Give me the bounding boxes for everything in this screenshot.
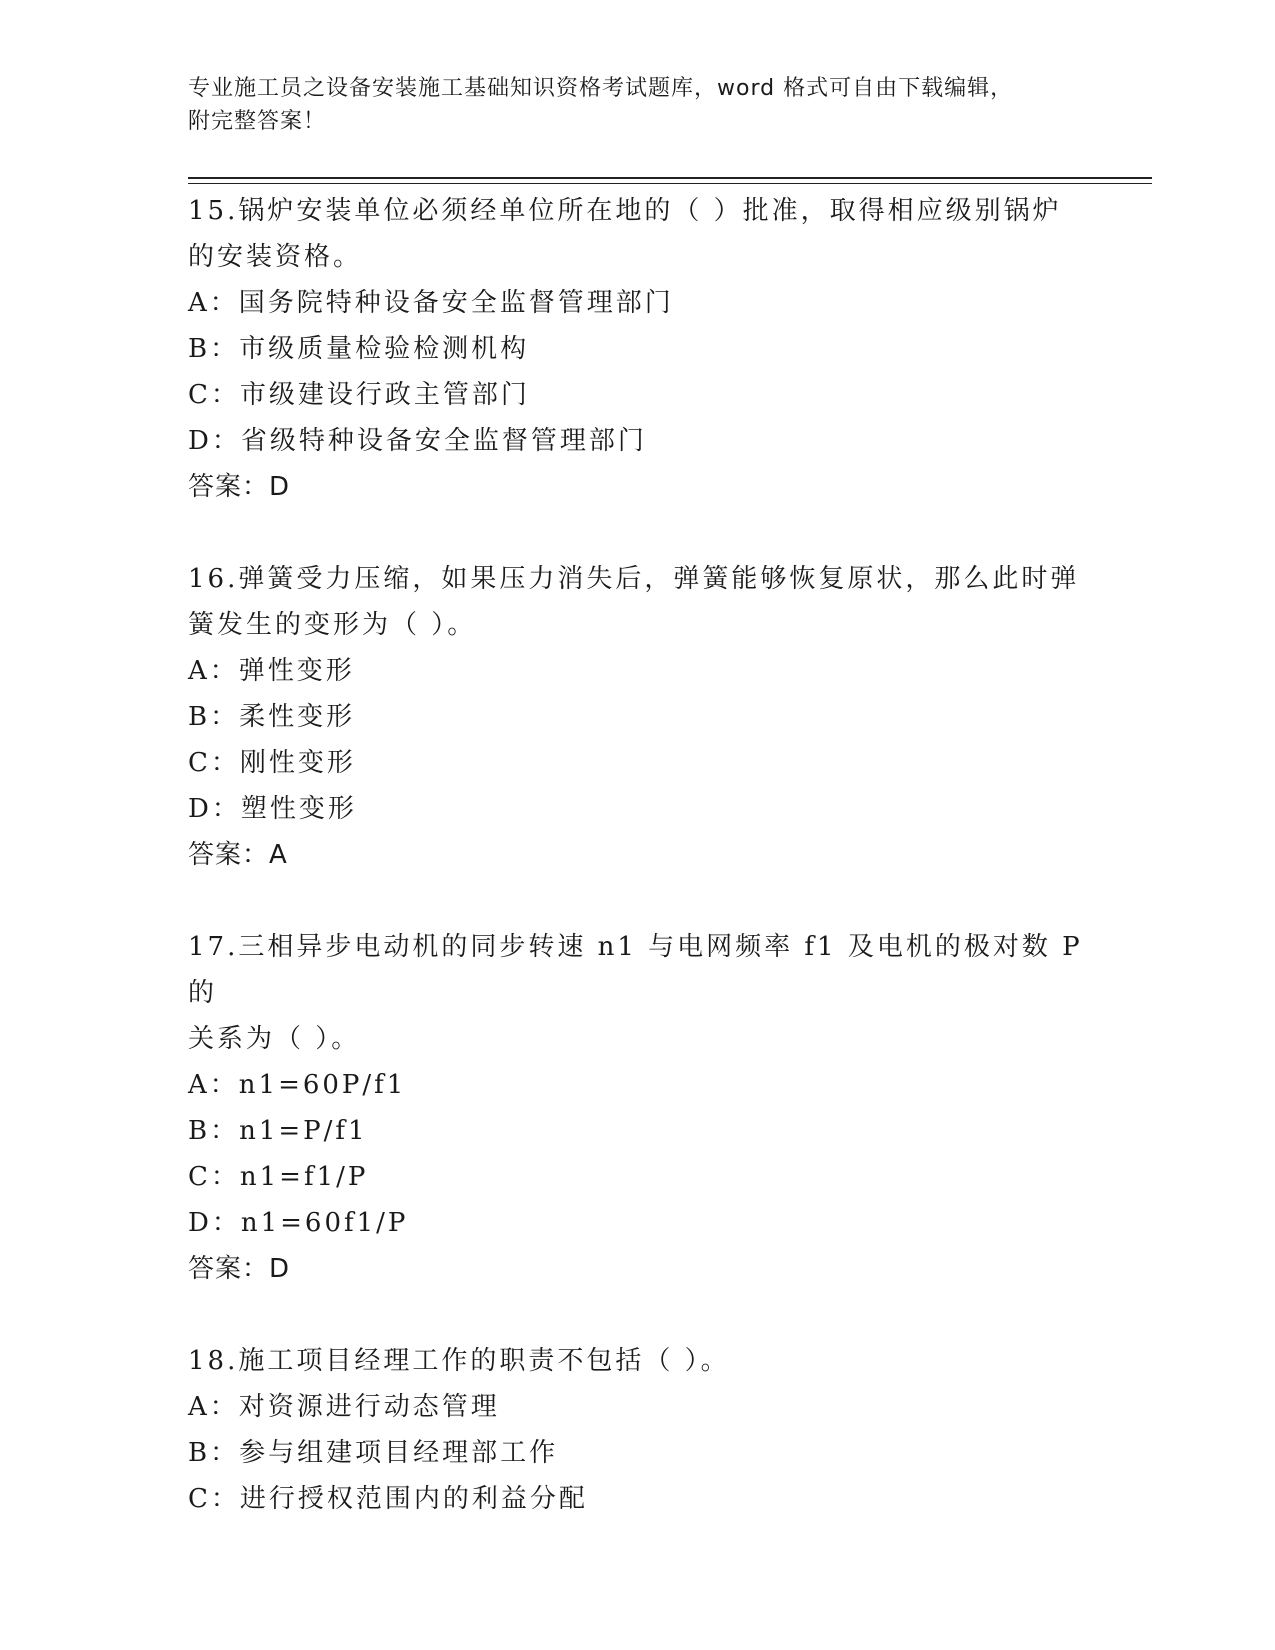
- option-d: D：省级特种设备安全监督管理部门: [188, 426, 647, 456]
- question-16: [188, 556, 1088, 878]
- header-divider-thick: [188, 177, 1152, 179]
- question-stem-continued: 簧发生的变形为（ ）。: [188, 610, 477, 640]
- header-line-2: 附完整答案！: [188, 109, 327, 134]
- option-a: A：弹性变形: [188, 656, 355, 686]
- answer: 答案：D: [188, 1254, 291, 1284]
- question-15: [188, 188, 1088, 510]
- header-line-1: 专业施工员之设备安装施工基础知识资格考试题库，word 格式可自由下载编辑，: [188, 76, 1014, 101]
- option-c: C：市级建设行政主管部门: [188, 380, 530, 410]
- option-b: B：n1=P/f1: [188, 1116, 368, 1146]
- option-c: C：n1=f1/P: [188, 1162, 369, 1192]
- option-a: A：对资源进行动态管理: [188, 1392, 500, 1422]
- option-d: D：n1=60f1/P: [188, 1208, 409, 1238]
- question-stem: 18.施工项目经理工作的职责不包括（ ）。: [188, 1346, 730, 1376]
- option-c: C：刚性变形: [188, 748, 356, 778]
- question-stem-continued: 关系为（ ）。: [188, 1024, 361, 1054]
- question-stem: 17.三相异步电动机的同步转速 n1 与电网频率 f1 及电机的极对数 P 的: [188, 932, 1083, 1008]
- answer: 答案：D: [188, 472, 291, 502]
- question-stem: 15.锅炉安装单位必须经单位所在地的（ ）批准，取得相应级别锅炉: [188, 196, 1062, 226]
- option-a: A：国务院特种设备安全监督管理部门: [188, 288, 674, 318]
- option-c: C：进行授权范围内的利益分配: [188, 1484, 588, 1514]
- question-stem: 16.弹簧受力压缩，如果压力消失后，弹簧能够恢复原状，那么此时弹: [188, 564, 1080, 594]
- answer: 答案：A: [188, 840, 288, 870]
- option-b: B：柔性变形: [188, 702, 356, 732]
- option-d: D：塑性变形: [188, 794, 357, 824]
- question-stem-continued: 的安装资格。: [188, 242, 363, 272]
- question-list: [188, 188, 1088, 1568]
- header-divider-thin: [188, 183, 1152, 184]
- document-header: [188, 72, 1088, 138]
- option-b: B：市级质量检验检测机构: [188, 334, 530, 364]
- question-17: [188, 924, 1088, 1292]
- option-a: A：n1=60P/f1: [188, 1070, 407, 1100]
- option-b: B：参与组建项目经理部工作: [188, 1438, 559, 1468]
- question-18: [188, 1338, 1088, 1522]
